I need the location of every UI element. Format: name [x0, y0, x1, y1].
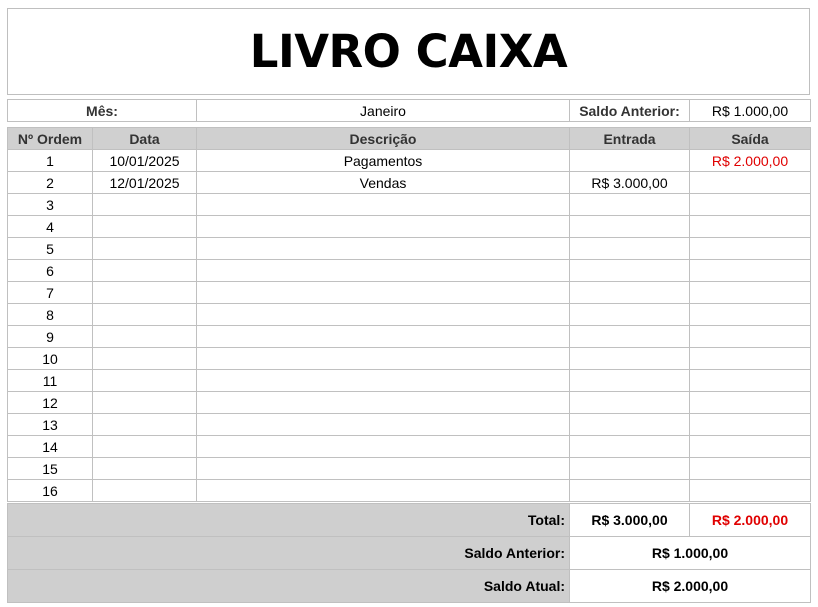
cell-saida[interactable] — [690, 304, 811, 326]
mes-value[interactable]: Janeiro — [197, 100, 570, 122]
col-header-data: Data — [93, 128, 197, 150]
cell-ordem[interactable]: 3 — [8, 194, 93, 216]
cell-data[interactable] — [93, 194, 197, 216]
cell-data[interactable] — [93, 216, 197, 238]
cell-saida[interactable] — [690, 414, 811, 436]
page-title: LIVRO CAIXA — [249, 25, 568, 78]
table-row — [8, 326, 811, 348]
summary-table — [7, 503, 811, 603]
cell-entrada[interactable] — [570, 414, 690, 436]
total-entrada[interactable]: R$ 3.000,00 — [570, 504, 690, 537]
cell-descricao[interactable] — [197, 238, 570, 260]
cell-descricao[interactable] — [197, 414, 570, 436]
cell-data[interactable]: 12/01/2025 — [93, 172, 197, 194]
cell-entrada[interactable] — [570, 370, 690, 392]
cell-entrada[interactable] — [570, 480, 690, 502]
col-header-ordem: Nº Ordem — [8, 128, 93, 150]
cell-entrada[interactable] — [570, 282, 690, 304]
col-header-saida: Saída — [690, 128, 811, 150]
cell-descricao[interactable] — [197, 392, 570, 414]
cell-descricao[interactable] — [197, 260, 570, 282]
cell-saida[interactable] — [690, 260, 811, 282]
cell-entrada[interactable] — [570, 348, 690, 370]
cell-ordem[interactable]: 15 — [8, 458, 93, 480]
table-row — [8, 150, 811, 172]
cell-data[interactable] — [93, 392, 197, 414]
cell-entrada[interactable] — [570, 458, 690, 480]
table-row — [8, 414, 811, 436]
cell-saida[interactable]: R$ 2.000,00 — [690, 150, 811, 172]
cell-descricao[interactable] — [197, 370, 570, 392]
cell-saida[interactable] — [690, 194, 811, 216]
total-saida[interactable]: R$ 2.000,00 — [690, 504, 811, 537]
ledger-table — [7, 127, 811, 502]
cell-saida[interactable] — [690, 370, 811, 392]
cell-descricao[interactable] — [197, 480, 570, 502]
cell-ordem[interactable]: 8 — [8, 304, 93, 326]
cell-data[interactable] — [93, 260, 197, 282]
cell-descricao[interactable] — [197, 194, 570, 216]
cell-data[interactable] — [93, 414, 197, 436]
cell-descricao[interactable] — [197, 304, 570, 326]
month-table — [7, 99, 811, 122]
month-row — [8, 100, 811, 122]
table-row — [8, 282, 811, 304]
cell-entrada[interactable] — [570, 436, 690, 458]
cell-entrada[interactable] — [570, 194, 690, 216]
cell-descricao[interactable] — [197, 216, 570, 238]
cell-ordem[interactable]: 2 — [8, 172, 93, 194]
saldo-atual-value[interactable]: R$ 2.000,00 — [570, 570, 811, 603]
cell-ordem[interactable]: 10 — [8, 348, 93, 370]
total-label: Total: — [8, 504, 570, 537]
table-row — [8, 458, 811, 480]
saldo-anterior-label: Saldo Anterior: — [570, 100, 690, 122]
cell-entrada[interactable] — [570, 216, 690, 238]
ledger-header-row — [8, 128, 811, 150]
table-row — [8, 348, 811, 370]
cell-ordem[interactable]: 6 — [8, 260, 93, 282]
cell-saida[interactable] — [690, 458, 811, 480]
cell-data[interactable] — [93, 326, 197, 348]
table-row — [8, 194, 811, 216]
cell-entrada[interactable]: R$ 3.000,00 — [570, 172, 690, 194]
title-box — [7, 8, 810, 95]
cell-saida[interactable] — [690, 392, 811, 414]
table-row — [8, 260, 811, 282]
mes-label: Mês: — [8, 100, 197, 122]
table-row — [8, 480, 811, 502]
cell-entrada[interactable] — [570, 150, 690, 172]
cell-ordem[interactable]: 7 — [8, 282, 93, 304]
cell-saida[interactable] — [690, 172, 811, 194]
table-row — [8, 238, 811, 260]
cell-descricao[interactable] — [197, 458, 570, 480]
cell-ordem[interactable]: 11 — [8, 370, 93, 392]
cell-ordem[interactable]: 5 — [8, 238, 93, 260]
summary-saldo-anterior-label: Saldo Anterior: — [8, 537, 570, 570]
cell-descricao[interactable] — [197, 436, 570, 458]
table-row — [8, 216, 811, 238]
saldo-atual-label: Saldo Atual: — [8, 570, 570, 603]
cell-entrada[interactable] — [570, 392, 690, 414]
cell-ordem[interactable]: 14 — [8, 436, 93, 458]
cell-data[interactable] — [93, 348, 197, 370]
cell-saida[interactable] — [690, 480, 811, 502]
table-row — [8, 370, 811, 392]
saldo-anterior-value[interactable]: R$ 1.000,00 — [690, 100, 811, 122]
cell-entrada[interactable] — [570, 260, 690, 282]
table-row — [8, 392, 811, 414]
cell-entrada[interactable] — [570, 326, 690, 348]
cell-descricao[interactable] — [197, 326, 570, 348]
cell-ordem[interactable]: 4 — [8, 216, 93, 238]
cell-saida[interactable] — [690, 216, 811, 238]
col-header-descricao: Descrição — [197, 128, 570, 150]
col-header-entrada: Entrada — [570, 128, 690, 150]
cell-saida[interactable] — [690, 282, 811, 304]
cell-data[interactable]: 10/01/2025 — [93, 150, 197, 172]
cell-data[interactable] — [93, 304, 197, 326]
cell-data[interactable] — [93, 436, 197, 458]
cell-data[interactable] — [93, 238, 197, 260]
cell-ordem[interactable]: 1 — [8, 150, 93, 172]
cell-descricao[interactable]: Pagamentos — [197, 150, 570, 172]
cell-ordem[interactable]: 9 — [8, 326, 93, 348]
cell-descricao[interactable] — [197, 282, 570, 304]
total-row — [8, 504, 811, 537]
cell-data[interactable] — [93, 370, 197, 392]
summary-saldo-anterior-row — [8, 537, 811, 570]
cell-descricao[interactable]: Vendas — [197, 172, 570, 194]
summary-saldo-anterior-value[interactable]: R$ 1.000,00 — [570, 537, 811, 570]
saldo-atual-row — [8, 570, 811, 603]
cell-data[interactable] — [93, 480, 197, 502]
cell-data[interactable] — [93, 282, 197, 304]
cell-descricao[interactable] — [197, 348, 570, 370]
table-row — [8, 304, 811, 326]
cell-entrada[interactable] — [570, 238, 690, 260]
cell-ordem[interactable]: 16 — [8, 480, 93, 502]
cell-ordem[interactable]: 13 — [8, 414, 93, 436]
table-row — [8, 172, 811, 194]
cell-entrada[interactable] — [570, 304, 690, 326]
cell-data[interactable] — [93, 458, 197, 480]
cell-saida[interactable] — [690, 348, 811, 370]
cell-saida[interactable] — [690, 238, 811, 260]
table-row — [8, 436, 811, 458]
cell-ordem[interactable]: 12 — [8, 392, 93, 414]
cell-saida[interactable] — [690, 436, 811, 458]
cell-saida[interactable] — [690, 326, 811, 348]
